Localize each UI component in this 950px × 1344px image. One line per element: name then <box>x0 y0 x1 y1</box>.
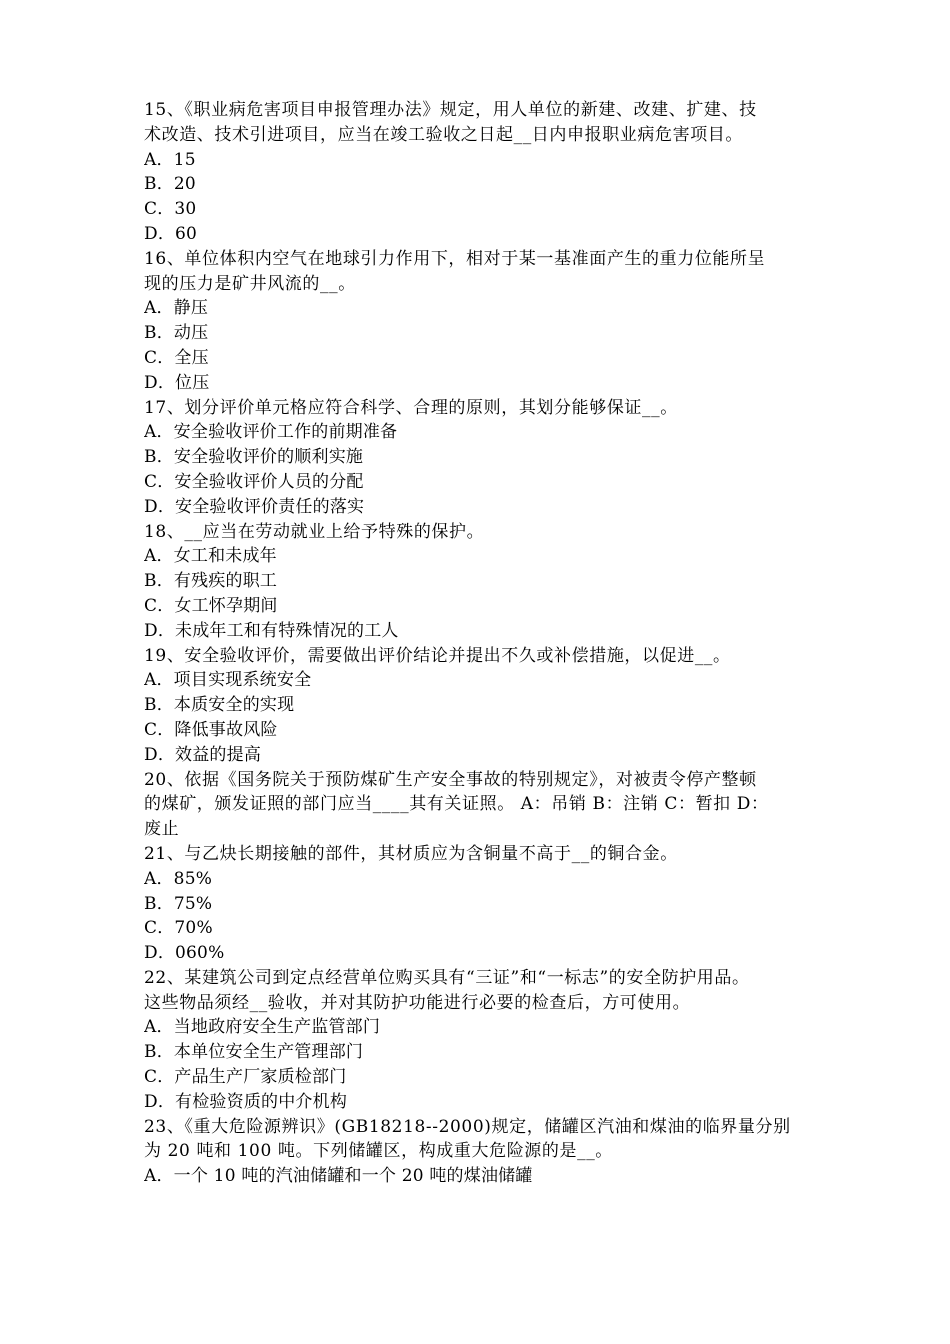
option-d: D．位压 <box>144 372 210 393</box>
question-19 <box>144 644 810 768</box>
option-b: B．动压 <box>144 323 209 344</box>
option-a: A．15 <box>144 149 196 170</box>
question-text: 20、依据《国务院关于预防煤矿生产安全事故的特别规定》，对被责令停产整顿 <box>144 769 757 790</box>
option-d: D．060% <box>144 943 225 964</box>
question-text: 23、《重大危险源辨识》(GB18218--2000)规定，储罐区汽油和煤油的临界量分别 <box>144 1116 791 1137</box>
question-text: 废止 <box>144 819 180 840</box>
option-a: A．安全验收评价工作的前期准备 <box>144 422 398 443</box>
question-text: 的煤矿，颁发证照的部门应当____其有关证照。 A：吊销 B：注销 C：暂扣 D： <box>144 794 769 815</box>
question-21 <box>144 842 810 966</box>
option-a: A．女工和未成年 <box>144 546 277 567</box>
question-text: 22、某建筑公司到定点经营单位购买具有“三证”和“一标志”的安全防护用品。 <box>144 967 750 988</box>
question-text: 术改造、技术引进项目，应当在竣工验收之日起__日内申报职业病危害项目。 <box>144 124 743 145</box>
question-text: 19、安全验收评价，需要做出评价结论并提出不久或补偿措施，以促进__。 <box>144 645 731 666</box>
option-d: D．效益的提高 <box>144 744 262 765</box>
option-c: C．降低事故风险 <box>144 719 278 740</box>
option-d: D．未成年工和有特殊情况的工人 <box>144 620 399 641</box>
option-a: A．一个 10 吨的汽油储罐和一个 20 吨的煤油储罐 <box>144 1166 533 1187</box>
option-b: B．本质安全的实现 <box>144 695 295 716</box>
question-text: 21、与乙炔长期接触的部件，其材质应为含铜量不高于__的铜合金。 <box>144 843 678 864</box>
question-18 <box>144 520 810 644</box>
option-d: D．60 <box>144 223 198 244</box>
question-text: 这些物品须经__验收，并对其防护功能进行必要的检查后，方可使用。 <box>144 992 691 1013</box>
question-16 <box>144 247 810 396</box>
option-a: A．项目实现系统安全 <box>144 670 312 691</box>
option-c: C．70% <box>144 918 213 939</box>
question-17 <box>144 396 810 520</box>
question-text: 17、划分评价单元格应符合科学、合理的原则，其划分能够保证__。 <box>144 397 678 418</box>
option-d: D．有检验资质的中介机构 <box>144 1091 348 1112</box>
option-c: C．产品生产厂家质检部门 <box>144 1067 347 1088</box>
option-b: B．本单位安全生产管理部门 <box>144 1042 364 1063</box>
option-c: C．全压 <box>144 347 209 368</box>
question-text: 15、《职业病危害项目申报管理办法》规定，用人单位的新建、改建、扩建、技 <box>144 100 757 120</box>
question-text: 16、单位体积内空气在地球引力作用下，相对于某一基准面产生的重力位能所呈 <box>144 248 766 269</box>
question-text: 现的压力是矿井风流的__。 <box>144 273 356 294</box>
option-a: A．静压 <box>144 298 209 319</box>
question-23 <box>144 1115 810 1189</box>
question-text: 为 20 吨和 100 吨。下列储罐区，构成重大危险源的是__。 <box>144 1141 613 1162</box>
option-b: B．安全验收评价的顺利实施 <box>144 447 364 468</box>
option-b: B．20 <box>144 174 196 195</box>
option-a: A．85% <box>144 868 213 889</box>
option-c: C．女工怀孕期间 <box>144 595 278 616</box>
question-15 <box>144 98 810 247</box>
option-a: A．当地政府安全生产监管部门 <box>144 1017 381 1038</box>
option-b: B．75% <box>144 893 213 914</box>
document-page <box>144 98 810 1189</box>
question-22 <box>144 966 810 1115</box>
question-text: 18、__应当在劳动就业上给予特殊的保护。 <box>144 521 485 542</box>
question-20 <box>144 768 810 842</box>
option-b: B．有残疾的职工 <box>144 571 278 592</box>
option-d: D．安全验收评价责任的落实 <box>144 496 365 517</box>
option-c: C．安全验收评价人员的分配 <box>144 471 364 492</box>
option-c: C．30 <box>144 199 197 220</box>
